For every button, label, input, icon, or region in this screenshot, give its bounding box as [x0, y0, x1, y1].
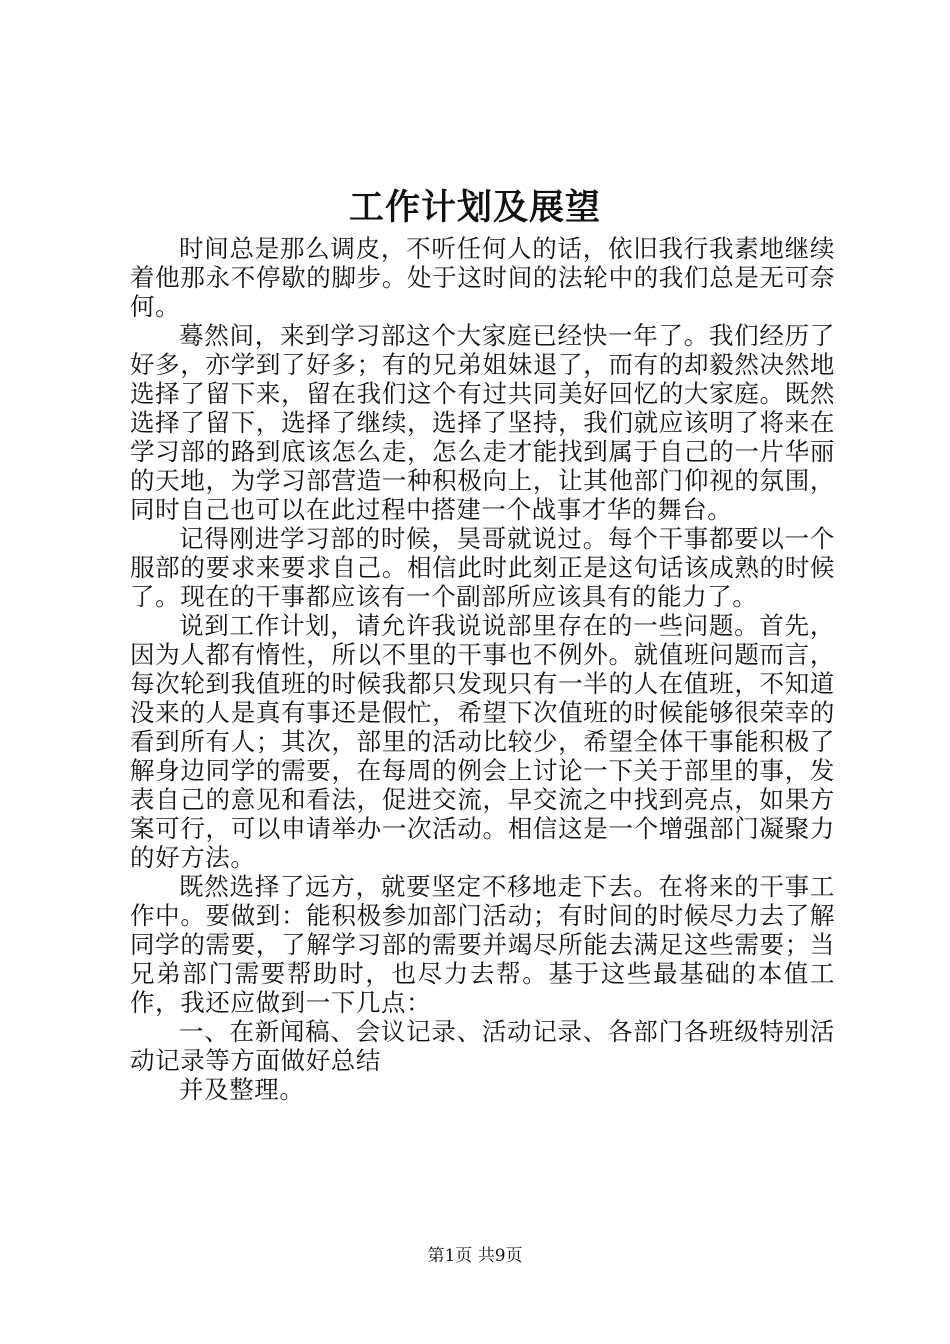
- paragraph-1: 时间总是那么调皮，不听任何人的话，依旧我行我素地继续着他那永不停歇的脚步。处于这时间的法轮中的我们总是无可奈何。: [130, 234, 835, 321]
- paragraph-5: 既然选择了远方，就要坚定不移地走下去。在将来的干事工作中。要做到：能积极参加部门活动；有时间的时候尽力去了解同学的需要，了解学习部的需要并竭尽所能去满足这些需要；当兄弟部门需要帮助时，也尽力去帮。基于这些最基础的本值工作，我还应做到一下几点：: [130, 872, 835, 1017]
- paragraph-4: 说到工作计划，请允许我说说部里存在的一些问题。首先，因为人都有惰性，所以不里的干事也不例外。就值班问题而言，每次轮到我值班的时候我都只发现只有一半的人在值班，不知道没来的人是真有事还是假忙，希望下次值班的时候能够很荣幸的看到所有人；其次，部里的活动比较少，希望全体干事能积极了解身边同学的需要，在每周的例会上讨论一下关于部里的事，发表自己的意见和看法，促进交流，早交流之中找到亮点，如果方案可行，可以申请举办一次活动。相信这是一个增强部门凝聚力的好方法。: [130, 611, 835, 872]
- document-title: 工作计划及展望: [348, 187, 601, 228]
- paragraph-7: 并及整理。: [179, 1075, 305, 1104]
- paragraph-2: 蓦然间，来到学习部这个大家庭已经快一年了。我们经历了好多，亦学到了好多；有的兄弟姐妹退了，而有的却毅然决然地选择了留下来，留在我们这个有过共同美好回忆的大家庭。既然选择了留下，选择了继续，选择了坚持，我们就应该明了将来在学习部的路到底该怎么走，怎么走才能找到属于自己的一片华丽的天地，为学习部营造一种积极向上，让其他部门仰视的氛围，同时自己也可以在此过程中搭建一个战事才华的舞台。: [130, 321, 835, 524]
- paragraph-6: 一、在新闻稿、会议记录、活动记录、各部门各班级特别活动记录等方面做好总结: [130, 1017, 835, 1075]
- page-footer: 第1页 共9页: [427, 1246, 523, 1266]
- document-body: [130, 234, 835, 1104]
- paragraph-3: 记得刚进学习部的时候，昊哥就说过。每个干事都要以一个服部的要求来要求自己。相信此时此刻正是这句话该成熟的时候了。现在的干事都应该有一个副部所应该具有的能力了。: [130, 524, 835, 611]
